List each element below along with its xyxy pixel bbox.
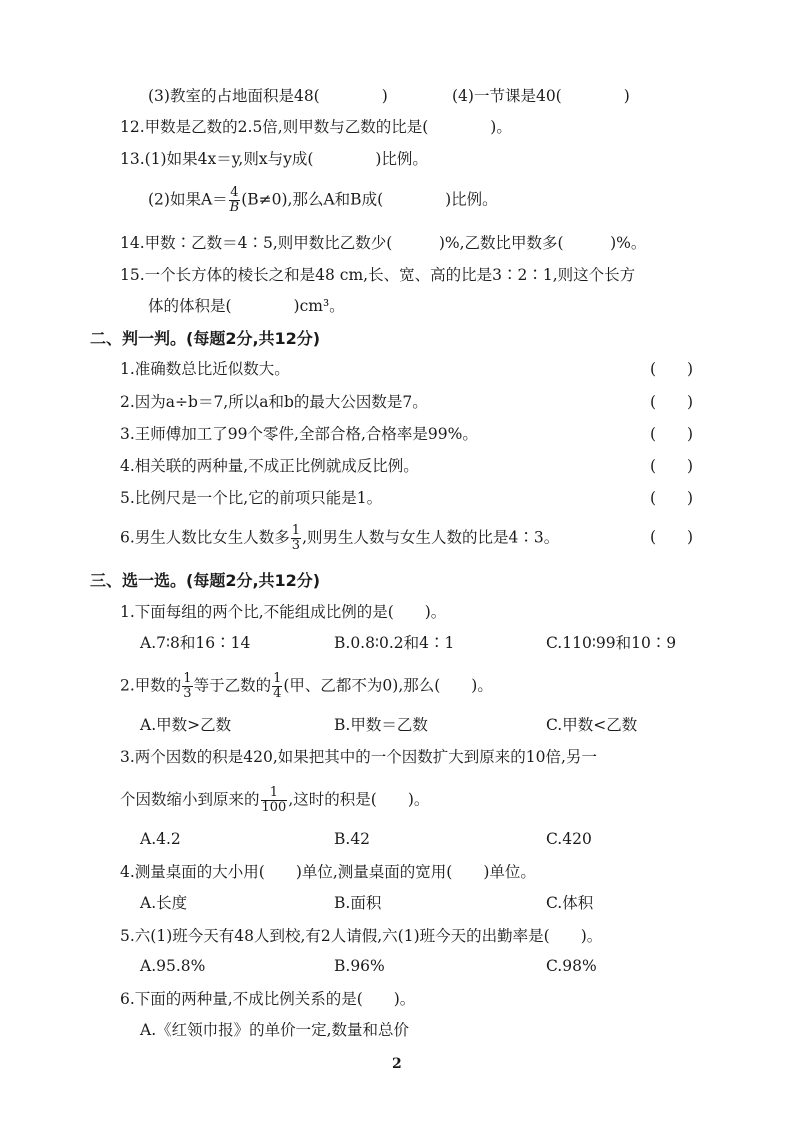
judge-item-6	[120, 524, 559, 553]
choice-q2-mid: 等于乙数的	[193, 676, 272, 695]
judge-item-6-post: ,则男生人数与女生人数的比是4∶3。	[302, 528, 560, 547]
choice-q2-line	[120, 672, 493, 701]
q13-1-text: 13.(1)如果4x＝y,则x与y成( )比例。	[120, 150, 428, 168]
choice-q1-text: 1.下面每组的两个比,不能组成比例的是( )。	[120, 603, 447, 621]
choice-q3-frac-den: 100	[261, 800, 287, 815]
judge-answer-paren-2[interactable]: ( )	[650, 393, 694, 411]
judge-item-6-frac-den: 3	[291, 538, 301, 553]
choice-q3-option-a[interactable]: A.4.2	[140, 830, 181, 848]
choice-q3-fraction	[261, 786, 288, 815]
choice-q2-post: (甲、乙都不为0),那么( )。	[283, 676, 493, 695]
choice-q1-option-b[interactable]: B.0.8∶0.2和4∶1	[334, 634, 455, 652]
choice-q4-text: 4.测量桌面的大小用( )单位,测量桌面的宽用( )单位。	[120, 863, 536, 881]
choice-q2-option-b[interactable]: B.甲数＝乙数	[334, 716, 428, 734]
q15-text-line2: 体的体积是( )cm³。	[148, 297, 345, 315]
judge-item-1: 1.准确数总比近似数大。	[120, 360, 290, 378]
choice-q3-option-c[interactable]: C.420	[546, 830, 592, 848]
q13-2-post: (B≠0),那么A和B成( )比例。	[241, 190, 498, 209]
choice-q3-text-line1: 3.两个因数的积是420,如果把其中的一个因数扩大到原来的10倍,另一	[120, 748, 597, 766]
choice-q2-option-c[interactable]: C.甲数<乙数	[546, 716, 638, 734]
q14-text: 14.甲数∶乙数＝4∶5,则甲数比乙数少( )%,乙数比甲数多( )%。	[120, 234, 647, 252]
judge-item-3: 3.王师傅加工了99个零件,全部合格,合格率是99%。	[120, 425, 478, 443]
q13-2-frac-num: 4	[230, 185, 239, 200]
choice-q3-frac-num: 1	[261, 786, 288, 801]
choice-q4-option-a[interactable]: A.长度	[140, 894, 188, 912]
q11-3-text: (3)教室的占地面积是48( )	[148, 87, 388, 105]
q13-2-frac-den: B	[229, 200, 240, 215]
q15-text-line1: 15.一个长方体的棱长之和是48 cm,长、宽、高的比是3∶2∶1,则这个长方	[120, 266, 636, 284]
choice-q2-pre: 2.甲数的	[120, 676, 182, 695]
choice-q2-fraction-1	[182, 672, 192, 701]
judge-item-6-pre: 6.男生人数比女生人数多	[120, 528, 290, 547]
judge-item-6-frac-num: 1	[291, 523, 301, 538]
judge-item-6-fraction	[291, 524, 301, 553]
choice-q3-pre: 个因数缩小到原来的	[120, 790, 260, 809]
choice-q1-option-c[interactable]: C.110∶99和10∶9	[546, 634, 677, 652]
choice-q5-option-b[interactable]: B.96%	[334, 957, 385, 975]
choice-q5-option-a[interactable]: A.95.8%	[140, 957, 206, 975]
choice-q2-fraction-2	[272, 672, 282, 701]
choice-q4-option-b[interactable]: B.面积	[334, 894, 382, 912]
judge-item-5: 5.比例尺是一个比,它的前项只能是1。	[120, 489, 383, 507]
choice-q2-frac1-num: 1	[183, 671, 192, 686]
choice-q3-line2	[120, 786, 429, 815]
page-number: 2	[392, 1056, 402, 1072]
choice-q2-frac2-den: 4	[273, 686, 282, 701]
judge-answer-paren-1[interactable]: ( )	[650, 360, 694, 378]
section2-heading: 二、判一判。(每题2分,共12分)	[90, 329, 321, 348]
judge-item-2: 2.因为a÷b＝7,所以a和b的最大公因数是7。	[120, 393, 428, 411]
judge-answer-paren-3[interactable]: ( )	[650, 425, 694, 443]
q13-2-fraction	[229, 186, 241, 215]
choice-q3-post: ,这时的积是( )。	[288, 790, 430, 809]
judge-answer-paren-4[interactable]: ( )	[650, 457, 694, 475]
q12-text: 12.甲数是乙数的2.5倍,则甲数与乙数的比是( )。	[120, 118, 512, 136]
q13-2-pre: (2)如果A＝	[148, 190, 228, 209]
judge-answer-paren-6[interactable]: ( )	[650, 528, 694, 546]
choice-q2-option-a[interactable]: A.甲数>乙数	[140, 716, 232, 734]
judge-answer-paren-5[interactable]: ( )	[650, 489, 694, 507]
q13-2-line	[148, 186, 498, 215]
section3-heading: 三、选一选。(每题2分,共12分)	[90, 571, 321, 590]
choice-q1-option-a[interactable]: A.7∶8和16∶14	[140, 634, 251, 652]
choice-q2-frac2-num: 1	[273, 671, 282, 686]
choice-q6-text: 6.下面的两种量,不成比例关系的是( )。	[120, 990, 416, 1008]
choice-q4-option-c[interactable]: C.体积	[546, 894, 594, 912]
choice-q5-text: 5.六(1)班今天有48人到校,有2人请假,六(1)班今天的出勤率是( )。	[120, 927, 603, 945]
judge-item-4: 4.相关联的两种量,不成正比例就成反比例。	[120, 457, 419, 475]
choice-q2-frac1-den: 3	[183, 686, 192, 701]
choice-q5-option-c[interactable]: C.98%	[546, 957, 597, 975]
choice-q3-option-b[interactable]: B.42	[334, 830, 371, 848]
q11-4-text: (4)一节课是40( )	[452, 87, 630, 105]
choice-q6-option-a[interactable]: A.《红领巾报》的单价一定,数量和总价	[140, 1021, 410, 1039]
